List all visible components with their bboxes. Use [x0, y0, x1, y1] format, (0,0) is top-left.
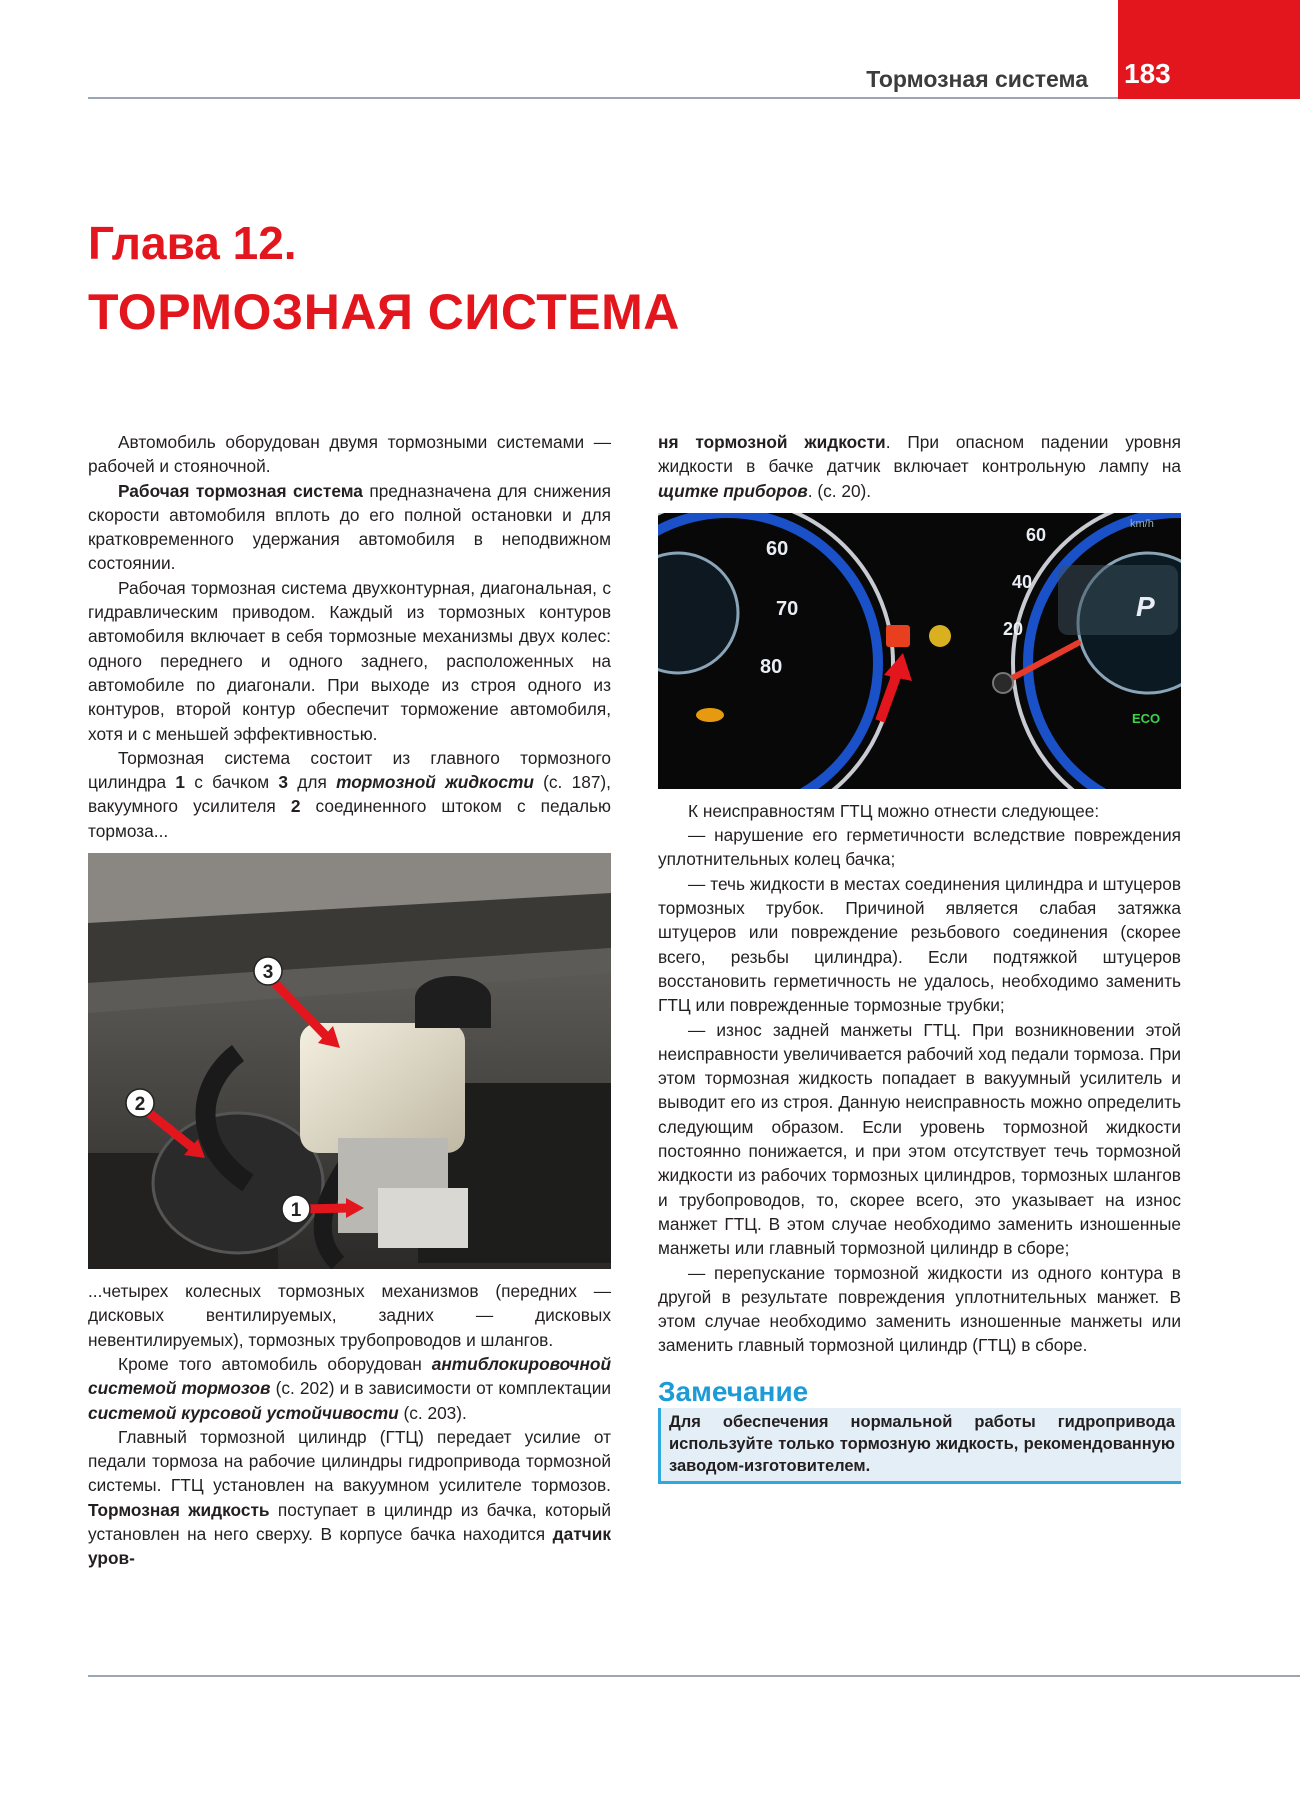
page-header: [0, 0, 1300, 110]
list-item: [658, 872, 1181, 1018]
ref-number: 2: [290, 796, 301, 817]
term-bold: датчик уров-: [88, 1524, 611, 1569]
paragraph-text: предназначена для снижения скорости автомобиля вплоть до его полной остановки и для кратковременного удержания автомобиля в неподвижном состоянии.: [88, 480, 612, 574]
paragraph: [88, 1279, 611, 1352]
engine-bay-photo: [88, 853, 611, 1269]
paragraph-text: К неисправностям ГТЦ можно отнести следующее:: [688, 800, 1100, 821]
dashboard-photo: [658, 513, 1181, 789]
paragraph: [88, 576, 611, 746]
text: Тормозная система состоит из главного тормозного цилиндра: [88, 747, 611, 793]
note-box: Для обеспечения нормальной работы гидропривода используйте только тормозную жидкость, рекомендованную заводом-изготовителем.: [658, 1408, 1181, 1484]
dash-gear-indicator: P: [1136, 590, 1155, 622]
paragraph-text: Автомобиль оборудован двумя тормозными системами — рабочей и стояночной.: [88, 432, 611, 477]
photo-label-3: 3: [262, 962, 274, 984]
cross-ref-link[interactable]: щитке приборов: [658, 480, 808, 501]
text: соединенного штоком с педалью тормоза...: [88, 796, 611, 841]
dash-eco-indicator: ECO: [1132, 710, 1161, 726]
text: с бачком: [185, 772, 279, 793]
text: Главный тормозной цилиндр (ГТЦ) передает усилие от педали тормоза на рабочие цилиндры гидропривода тормозной системы. ГТЦ установлен на вакуумном усилителе тормозов.: [88, 1426, 611, 1496]
list-item: [658, 1261, 1181, 1358]
text: (с. 203).: [398, 1402, 467, 1423]
text: . (с. 20).: [807, 480, 872, 501]
left-column: [88, 430, 611, 1571]
dashboard-illustration: [658, 513, 1181, 789]
note-title: Замечание: [658, 1375, 809, 1407]
photo-label-2: 2: [134, 1094, 146, 1116]
engine-bay-illustration: [88, 853, 611, 1269]
running-title: Тормозная система: [866, 66, 1088, 92]
list-item-text: — перепускание тормозной жидкости из одного контура в другой в результате повреждения уплотнительных манжет. В этом случае необходимо заменить изношенные манжеты или заменить главный тормозной цилиндр (ГТЦ) в сборе.: [658, 1262, 1181, 1356]
cross-ref-link[interactable]: тормозной жидкости: [336, 772, 534, 793]
list-item-text: — течь жидкости в местах соединения цилиндра и штуцеров тормозных трубок. Причиной является слабая затяжка штуцеров или повреждение резьбового соединения (скорее всего, резьбы цилиндра). Если подтяжкой штуцеров восстановить герметичность не удалось, необходимо заменить ГТЦ или поврежденные тормозные трубки;: [658, 873, 1181, 1016]
check-engine-lamp: [929, 625, 951, 647]
term-bold: Тормозная жидкость: [88, 1499, 270, 1520]
text: для: [288, 772, 337, 793]
text: (с. 202) и в зависимости от комплектации: [270, 1378, 611, 1399]
dash-speed-unit: km/h: [1130, 517, 1154, 530]
page-number: 183: [1124, 58, 1171, 89]
cross-ref-link[interactable]: антиблокировочной системой тормозов: [88, 1353, 611, 1399]
term-bold: Рабочая тормозная система: [118, 480, 363, 501]
oil-warning-lamp: [696, 708, 724, 722]
text: . При опасном падении уровня жидкости в бачке датчик включает контрольную лампу на: [658, 432, 1181, 477]
list-item-text: — нарушение его герметичности вследствие повреждения уплотнительных колец бачка;: [658, 825, 1181, 870]
ref-number: 1: [175, 772, 186, 793]
cross-ref-link[interactable]: системой курсовой устойчивости: [88, 1402, 399, 1423]
dash-right-40: 40: [1012, 571, 1033, 592]
dash-left-80: 80: [760, 655, 783, 678]
text: поступает в цилиндр из бачка, который установлен на него сверху. В корпусе бачка находится: [88, 1499, 611, 1545]
footer-rule: [88, 1675, 1300, 1677]
paragraph: [88, 746, 611, 843]
ref-number: 3: [278, 772, 289, 793]
paragraph: [658, 430, 1181, 503]
chapter-number: Глава 12.: [88, 217, 297, 269]
text: (с. 187), вакуумного усилителя: [88, 772, 611, 817]
list-item-text: — износ задней манжеты ГТЦ. При возникновении этой неисправности увеличивается рабочий ход педали тормоза. При этом тормозная жидкость попадает в вакуумный усилитель и выводит его из строя. Данную неисправность можно определить следующим образом. Если уровень тормозной жидкости постоянно понижается, и при этом отсутствует течь тормозной жидкости из рабочих тормозных цилиндров, тормозных шлангов и трубопроводов, то, скорее всего, это указывает на износ манжет ГТЦ. В этом случае необходимо заменить изношенные манжеты или главный тормозной цилиндр в сборе;: [658, 1019, 1181, 1259]
paragraph: [88, 479, 611, 576]
list-item: [658, 1018, 1181, 1261]
paragraph: [88, 430, 611, 479]
list-item: [658, 823, 1181, 872]
paragraph: [658, 799, 1181, 823]
dash-right-60: 60: [1026, 524, 1047, 545]
chapter-heading: [88, 210, 680, 348]
dash-right-20: 20: [1003, 618, 1024, 639]
paragraph-text: ...четырех колесных тормозных механизмов (передних — дисковых вентилируемых, задних — дисковых невентилируемых), тормозных трубопроводов и шлангов.: [88, 1281, 611, 1350]
dash-left-60: 60: [766, 537, 789, 560]
paragraph: [88, 1352, 611, 1425]
dash-left-70: 70: [776, 597, 799, 620]
term-bold: ня тормозной жидкости: [658, 432, 886, 452]
paragraph: [88, 1425, 611, 1571]
brake-warning-lamp: [886, 625, 910, 647]
paragraph-text: Рабочая тормозная система двухконтурная, диагональная, с гидравлическим приводом. Каждый из тормозных контуров автомобиля включает в себя тормозные механизмы двух колес: одного переднего и одного заднего, расположенных на автомобиле по диагонали. При выходе из строя одного из контуров, второй контур обеспечит торможение автомобиля, хотя и с меньшей эффективностью.: [88, 577, 611, 744]
right-column: [658, 430, 1181, 1484]
chapter-title: ТОРМОЗНАЯ СИСТЕМА: [88, 284, 680, 340]
text: Кроме того автомобиль оборудован: [118, 1353, 432, 1374]
photo-label-1: 1: [290, 1200, 302, 1222]
